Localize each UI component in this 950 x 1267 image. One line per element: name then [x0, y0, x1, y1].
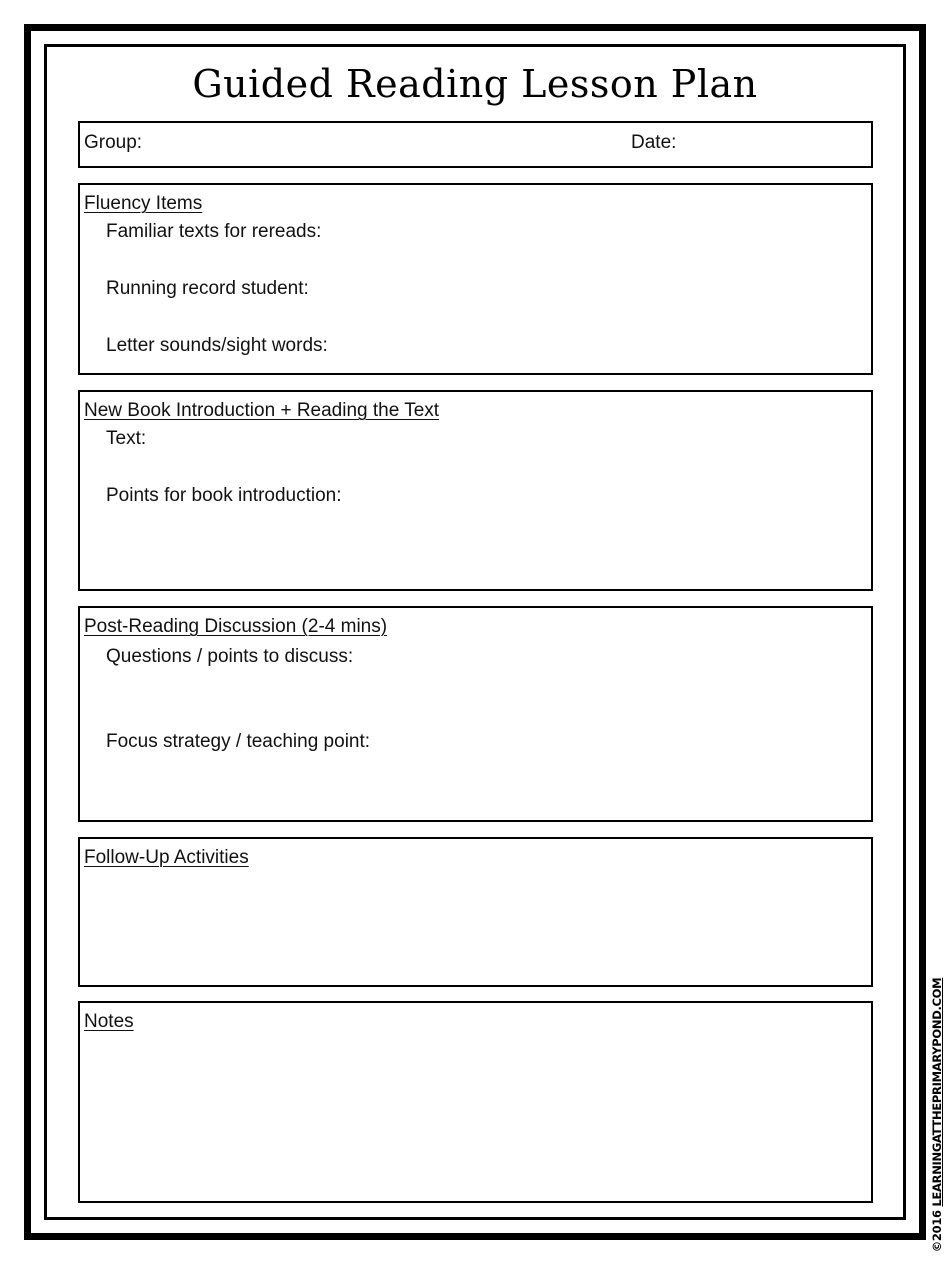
familiar-texts-field: Familiar texts for rereads: [106, 221, 322, 242]
fluency-items-heading: Fluency Items [84, 193, 203, 214]
follow-up-section [78, 837, 873, 987]
notes-heading: Notes [84, 1011, 134, 1032]
copyright-text [930, 978, 944, 1253]
group-date-box [78, 121, 873, 168]
new-book-heading: New Book Introduction + Reading the Text [84, 400, 440, 421]
page-title: Guided Reading Lesson Plan [192, 62, 758, 106]
text-field: Text: [106, 428, 147, 449]
letter-sounds-field: Letter sounds/sight words: [106, 335, 328, 356]
group-label: Group: [84, 132, 143, 153]
book-intro-points-field: Points for book introduction: [106, 485, 342, 506]
post-reading-section [78, 606, 873, 822]
running-record-field: Running record student: [106, 278, 309, 299]
site-url: LEARNINGATTHEPRIMARYPOND.COM [930, 977, 944, 1207]
notes-section [78, 1001, 873, 1203]
copyright-credit [927, 963, 947, 1267]
focus-strategy-field: Focus strategy / teaching point: [106, 731, 371, 752]
post-reading-heading: Post-Reading Discussion (2-4 mins) [84, 616, 388, 637]
follow-up-heading: Follow-Up Activities [84, 847, 249, 868]
date-label: Date: [631, 132, 677, 153]
copyright-year: ©2016 [930, 1210, 944, 1253]
fluency-items-section [78, 183, 873, 375]
questions-field: Questions / points to discuss: [106, 646, 354, 667]
new-book-section [78, 390, 873, 591]
